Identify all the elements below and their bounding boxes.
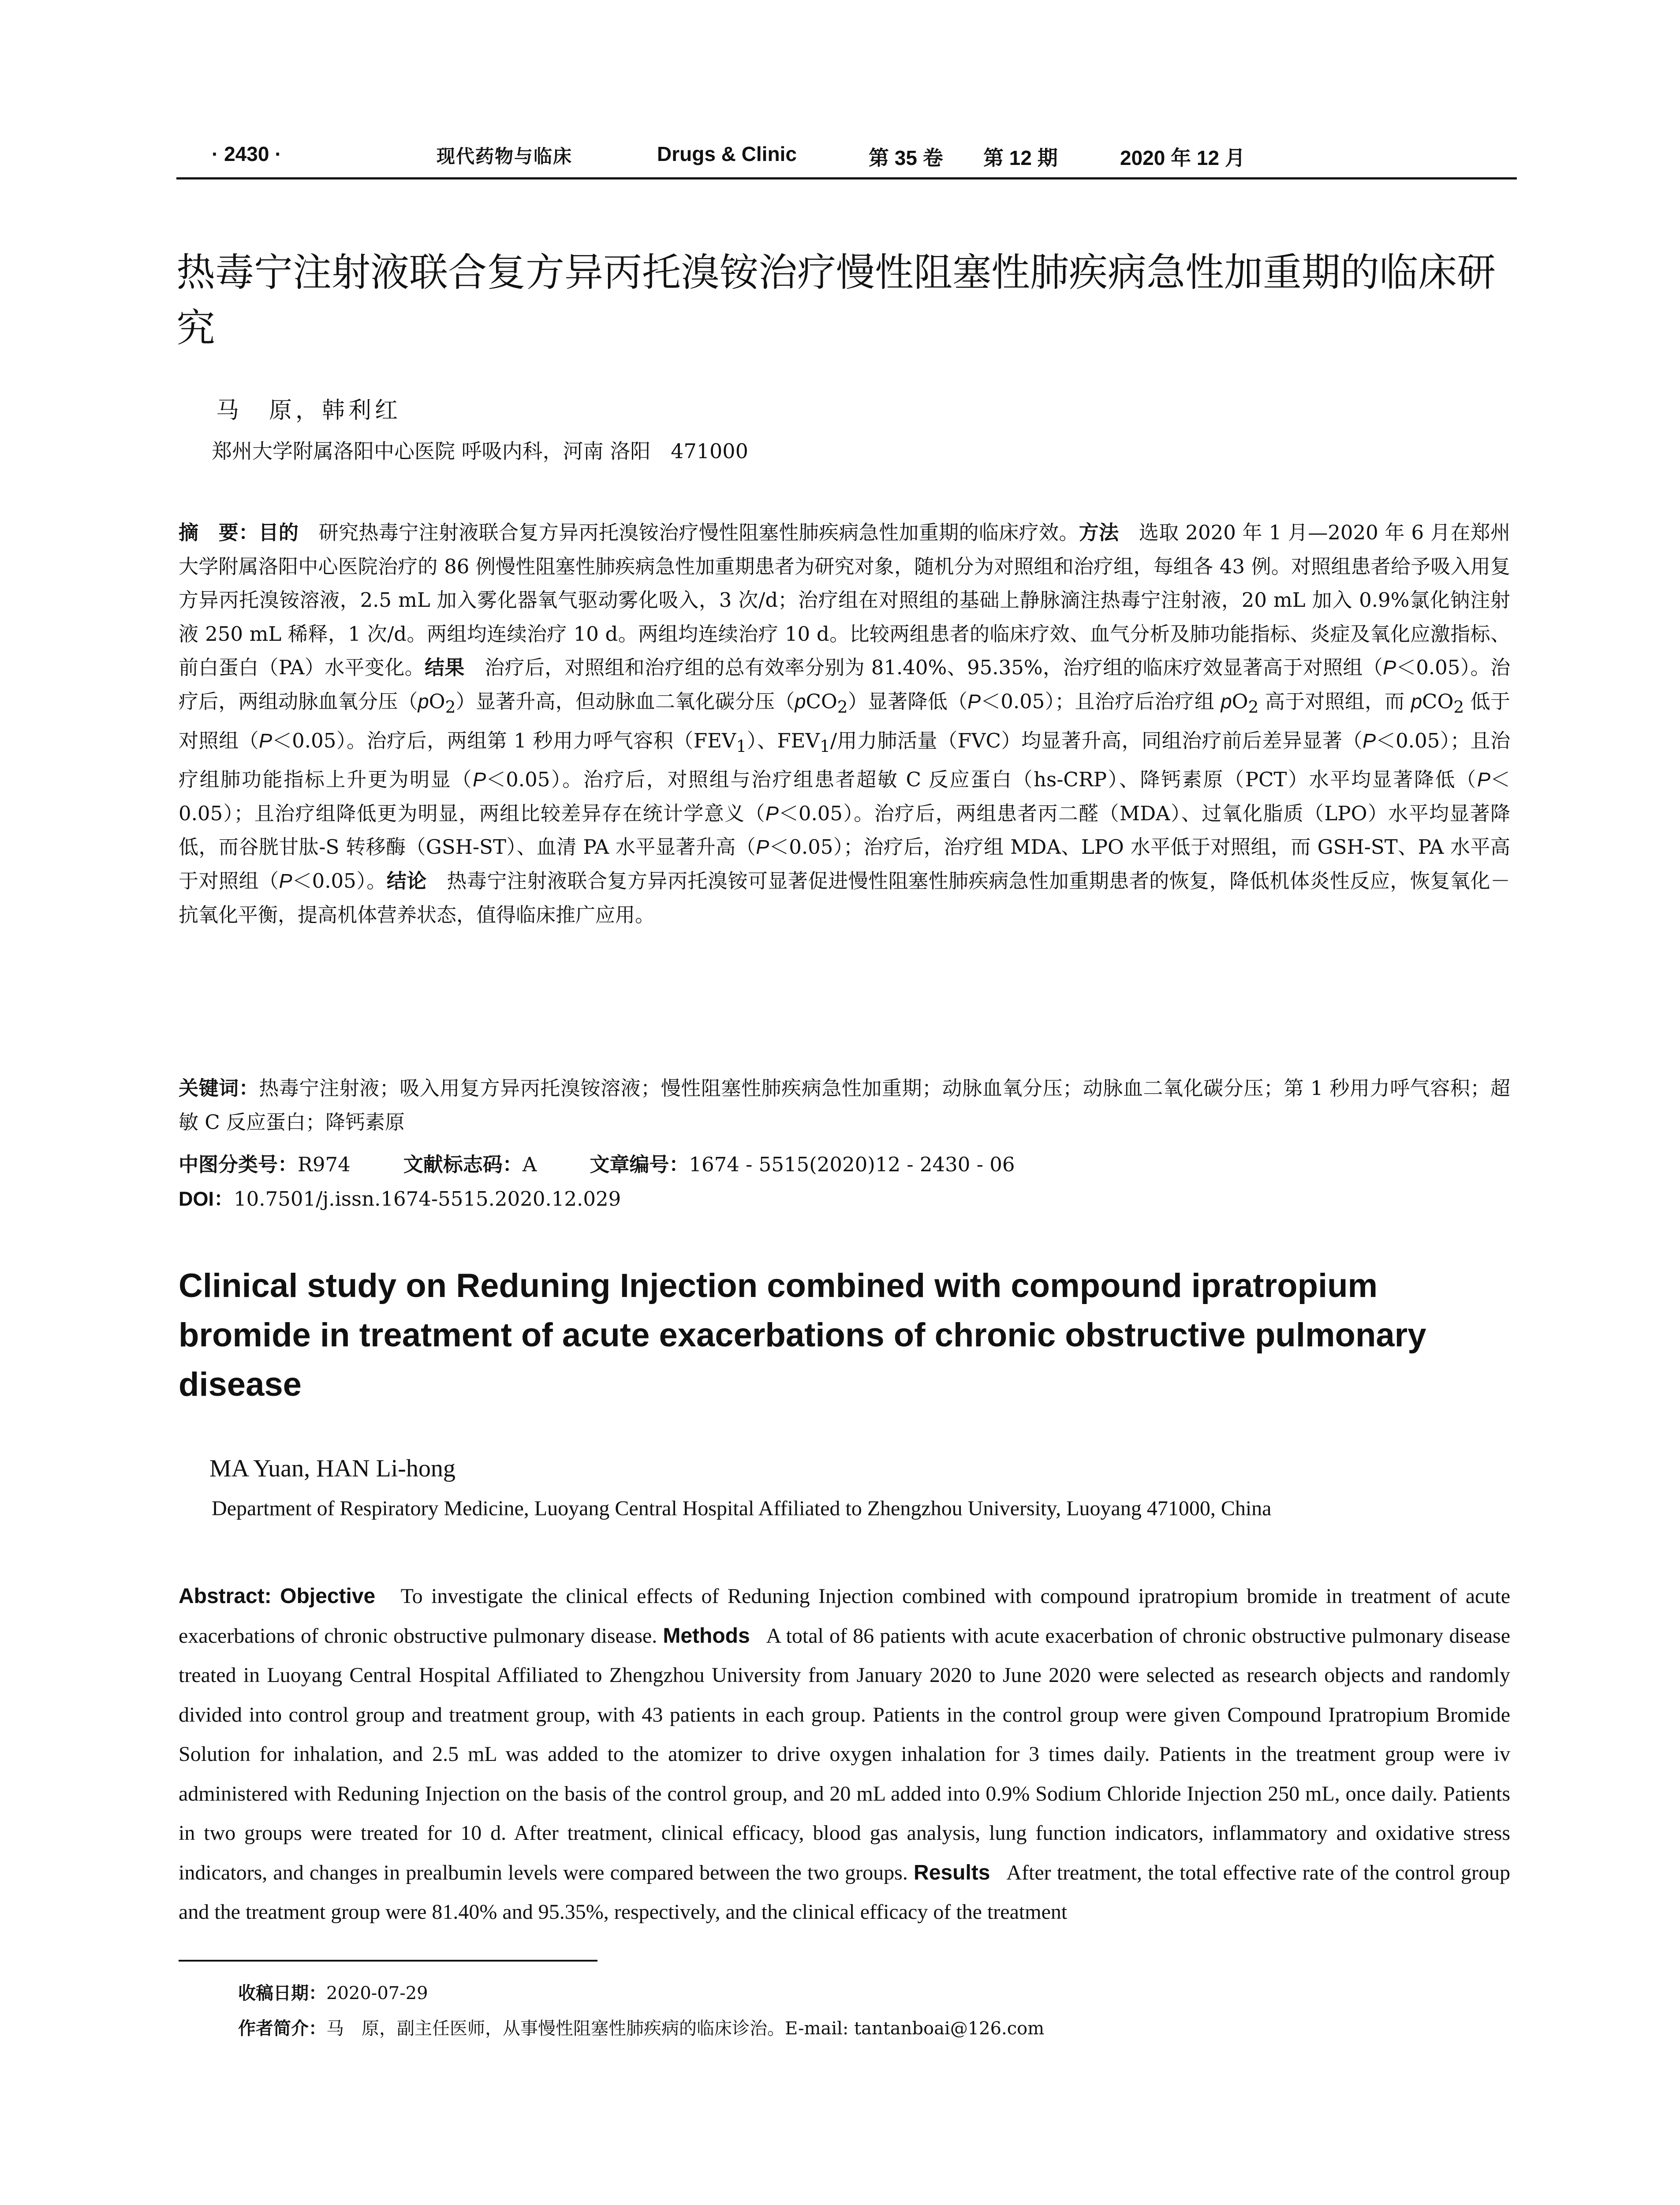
methods-en: A total of 86 patients with acute exacerbation of chronic obstructive pulmonary disease treated in Luoyang Central Hospital Affiliated to Zhengzhou University from January 2020 to June 2020 were selected as research objects and randomly divided into control group and treatment group, with 43 patients in each group. Patients in the control group were given Compound Ipratropium Bromide Solution for inhalation, and 2.5 mL was added to the atomizer to drive oxygen inhalation for 3 times daily. Patients in the treatment group were iv administered with Reduning Injection on the basis of the control group, and 20 mL added into 0.9% Sodium Chloride Injection 250 mL, once daily. Patients in two groups were treated for 10 d. After treatment, clinical efficacy, blood gas analysis, lung function indicators, inflammatory and oxidative stress indicators, and changes in prealbumin levels were compared between the two groups.	[179, 1624, 1511, 1884]
conclusion-label-cn: 结论	[386, 869, 427, 892]
objective-label-en: Objective	[280, 1585, 376, 1608]
footnote-rule	[179, 1960, 597, 1962]
objective-en: To investigate the clinical effects of Reduning Injection combined with compound ipratropium bromide in treatment of acute exacerbations of chronic obstructive pulmonary disease.	[179, 1585, 1510, 1648]
abstract-en	[179, 1577, 1510, 1932]
article-no-label: 文章编号：	[590, 1153, 689, 1176]
issue-date: 2020 年 12 月	[1120, 146, 1245, 169]
clc-label: 中图分类号：	[179, 1153, 298, 1176]
abstract-en-label: Abstract:	[179, 1585, 272, 1608]
issue: 第 12 期	[983, 146, 1058, 169]
doc-code-value: A	[522, 1153, 537, 1176]
results-cn: 治疗后，对照组和治疗组的总有效率分别为 81.40%、95.35%，治疗组的临床疗效显著高于对照组（P＜0.05）。治疗后，两组动脉血氧分压$(pO_2)$显著升高，但动脉血二氧化碳分压（pCO$_2$）显著降低（P＜0.05）；且治疗后治疗组 $pO_2$ 高于对照组，而 pCO$_2$ 低于对照组（P＜0.05）。治疗后，两组第 1 秒用力呼气容积$(FEV_1)$、$FEV_1/$用力肺活量（FVC）均显著升高，同组治疗前后差异显著（P＜0.05）；且治疗组肺功能指标上升更为明显（P＜0.05）。治疗后，对照组与治疗组患者超敏 C 反应蛋白（hs-CRP）、降钙素原（PCT）水平均显著降低（P＜0.05）；且治疗组降低更为明显，两组比较差异存在统计学意义（P＜0.05）。治疗后，两组患者丙二醛（MDA）、过氧化脂质（LPO）水平均显著降低，而谷胱甘肽-S 转移酶（GSH-ST）、血清 PA 水平显著升高（P＜0.05）；治疗后，治疗组 MDA、LPO 水平低于对照组，而 GSH-ST、PA 水平高于对照组（P＜0.05）。	[179, 656, 1510, 893]
objective-cn: 研究热毒宁注射液联合复方异丙托溴铵治疗慢性阻塞性肺疾病急性加重期的临床疗效。	[318, 521, 1079, 544]
results-label-en: Results	[914, 1861, 990, 1884]
keywords-label-cn: 关键词：	[179, 1077, 259, 1099]
methods-label-en: Methods	[663, 1624, 750, 1648]
page-number: · 2430 ·	[212, 142, 282, 165]
header-rule	[176, 177, 1517, 179]
objective-label-cn: 目的	[258, 521, 299, 544]
volume: 第 35 卷	[869, 146, 943, 169]
footnote-received	[238, 1979, 428, 2004]
affiliation-cn: 郑州大学附属洛阳中心医院 呼吸内科，河南 洛阳 471000	[212, 439, 748, 463]
doc-code-label: 文献标志码：	[403, 1153, 523, 1176]
methods-cn: 选取 2020 年 1 月—2020 年 6 月在郑州大学附属洛阳中心医院治疗的 86 例慢性阻塞性肺疾病急性加重期患者为研究对象，随机分为对照组和治疗组，每组各 43 例。对照组患者给予吸入用复方异丙托溴铵溶液，2.5 mL 加入雾化器氧气驱动雾化吸入，3 次/d；治疗组在对照组的基础上静脉滴注热毒宁注射液，20 mL 加入 0.9%氯化钠注射液 250 mL 稀释，1 次/d。两组均连续治疗 10 d。两组均连续治疗 10 d。比较两组患者的临床疗效、血气分析及肺功能指标、炎症及氧化应激指标、前白蛋白（PA）水平变化。	[179, 521, 1510, 680]
article-no-value: 1674 - 5515(2020)12 - 2430 - 06	[689, 1153, 1015, 1176]
author-bio: 马 原，副主任医师，从事慢性阻塞性肺疾病的临床诊治。E-mail: tantanboai@126.com	[326, 2018, 1045, 2039]
methods-label-cn: 方法	[1079, 521, 1119, 544]
received-date: 2020-07-29	[326, 1983, 428, 2003]
doi-label: DOI：	[179, 1188, 234, 1210]
title-cn: 热毒宁注射液联合复方异丙托溴铵治疗慢性阻塞性肺疾病急性加重期的临床研究	[176, 250, 1496, 350]
authors-en: MA Yuan, HAN Li-hong	[209, 1455, 455, 1482]
journal-name-cn: 现代药物与临床	[437, 146, 573, 167]
abstract-cn	[179, 516, 1510, 932]
authors-cn: 马 原，韩利红	[216, 397, 402, 424]
title-en: Clinical study on Reduning Injection combined with compound ipratropium bromide in treatment of acute exacerbations of chronic obstructive pulmonary disease	[179, 1267, 1426, 1403]
classification-line	[179, 1148, 1510, 1181]
results-en: After treatment, the total effective rate of the control group and the treatment group were 81.40% and 95.35%, respectively, and the clinical efficacy of the treatment	[179, 1861, 1511, 1924]
conclusion-cn: 热毒宁注射液联合复方异丙托溴铵可显著促进慢性阻塞性肺疾病急性加重期患者的恢复，降低机体炎性反应，恢复氧化－抗氧化平衡，提高机体营养状态，值得临床推广应用。	[179, 869, 1510, 927]
received-label: 收稿日期：	[238, 1984, 326, 2003]
abstract-cn-label: 摘 要：	[179, 521, 259, 544]
keywords-cn	[179, 1072, 1510, 1139]
footnote-author	[238, 2014, 1044, 2040]
affiliation-en: Department of Respiratory Medicine, Luoyang Central Hospital Affiliated to Zhengzhou University, Luoyang 471000, China	[212, 1497, 1272, 1520]
author-bio-label: 作者简介：	[238, 2019, 326, 2038]
clc-value: R974	[298, 1153, 351, 1176]
results-label-cn: 结果	[425, 656, 465, 679]
keywords-text-cn: 热毒宁注射液；吸入用复方异丙托溴铵溶液；慢性阻塞性肺疾病急性加重期；动脉血氧分压；动脉血二氧化碳分压；第 1 秒用力呼气容积；超敏 C 反应蛋白；降钙素原	[179, 1076, 1510, 1134]
doi-value: 10.7501/j.issn.1674-5515.2020.12.029	[234, 1187, 621, 1211]
running-header	[176, 142, 1517, 177]
doi-line	[179, 1182, 621, 1216]
journal-name-en: Drugs & Clinic	[657, 142, 797, 165]
